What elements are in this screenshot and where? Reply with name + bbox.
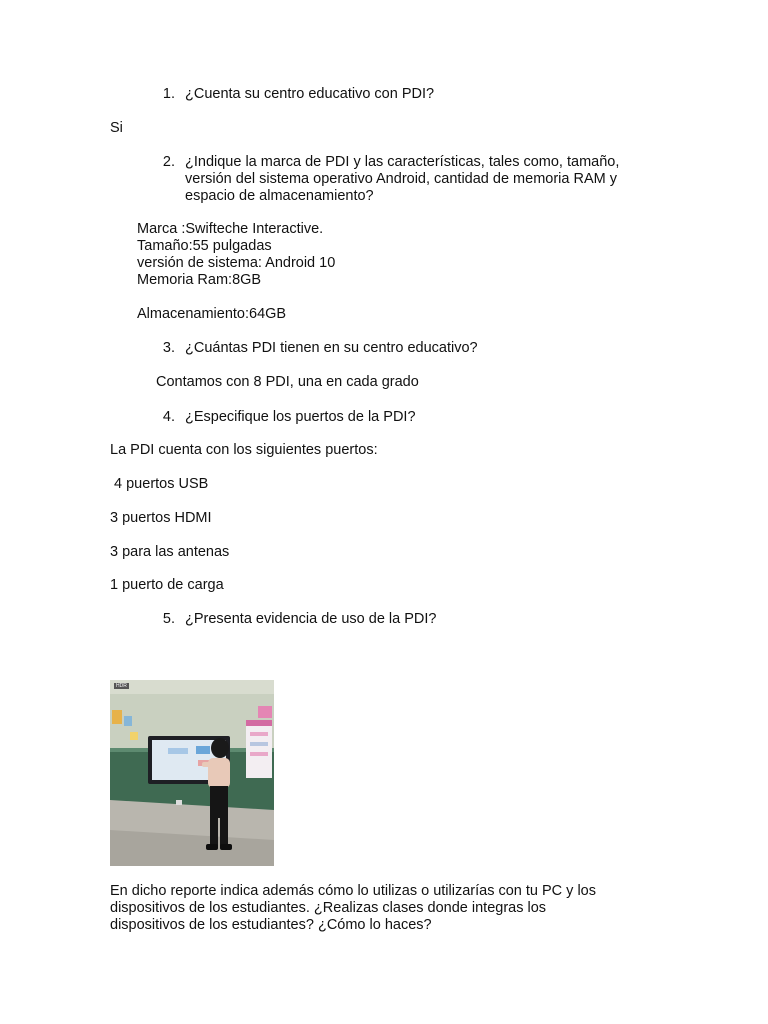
question-2-line-1: ¿Indique la marca de PDI y las características, tales como, tamaño,	[185, 154, 620, 170]
evidence-photo	[110, 680, 274, 866]
question-3-text: ¿Cuántas PDI tienen en su centro educativo?	[185, 340, 478, 356]
question-5-number: 5.	[162, 611, 175, 627]
question-4-number: 4.	[162, 409, 175, 425]
answer-1: Si	[110, 120, 123, 136]
question-2-line-3: espacio de almacenamiento?	[185, 188, 374, 204]
answer-3: Contamos con 8 PDI, una en cada grado	[156, 374, 419, 390]
port-item-hdmi: 3 puertos HDMI	[110, 510, 212, 526]
question-2-line-2: versión del sistema operativo Android, cantidad de memoria RAM y	[185, 171, 617, 187]
port-item-antenas: 3 para las antenas	[110, 544, 230, 560]
port-item-carga: 1 puerto de carga	[110, 577, 224, 593]
answer-2-version: versión de sistema: Android 10	[137, 255, 336, 271]
answer-2-memoria: Memoria Ram:8GB	[137, 272, 262, 288]
answer-4-intro: La PDI cuenta con los siguientes puertos:	[110, 442, 378, 458]
question-4-text: ¿Especifique los puertos de la PDI?	[185, 409, 416, 425]
closing-line-2: dispositivos de los estudiantes. ¿Realizas clases donde integras los	[110, 900, 547, 916]
closing-line-3: dispositivos de los estudiantes? ¿Cómo lo haces?	[110, 917, 432, 933]
answer-2-marca: Marca :Swifteche Interactive.	[137, 221, 324, 237]
answer-2-almacenamiento: Almacenamiento:64GB	[137, 306, 287, 322]
classroom-illustration	[110, 680, 274, 866]
question-5-text: ¿Presenta evidencia de uso de la PDI?	[185, 611, 437, 627]
question-3-number: 3.	[162, 340, 175, 356]
answer-2-tamano: Tamaño:55 pulgadas	[137, 238, 272, 254]
question-2-number: 2.	[162, 154, 175, 170]
closing-line-1: En dicho reporte indica además cómo lo utilizas o utilizarías con tu PC y los	[110, 883, 596, 899]
port-item-usb: 4 puertos USB	[110, 476, 209, 492]
question-1-number: 1.	[162, 86, 175, 102]
hdr-badge: HDR	[116, 683, 127, 689]
question-1-text: ¿Cuenta su centro educativo con PDI?	[185, 86, 435, 102]
